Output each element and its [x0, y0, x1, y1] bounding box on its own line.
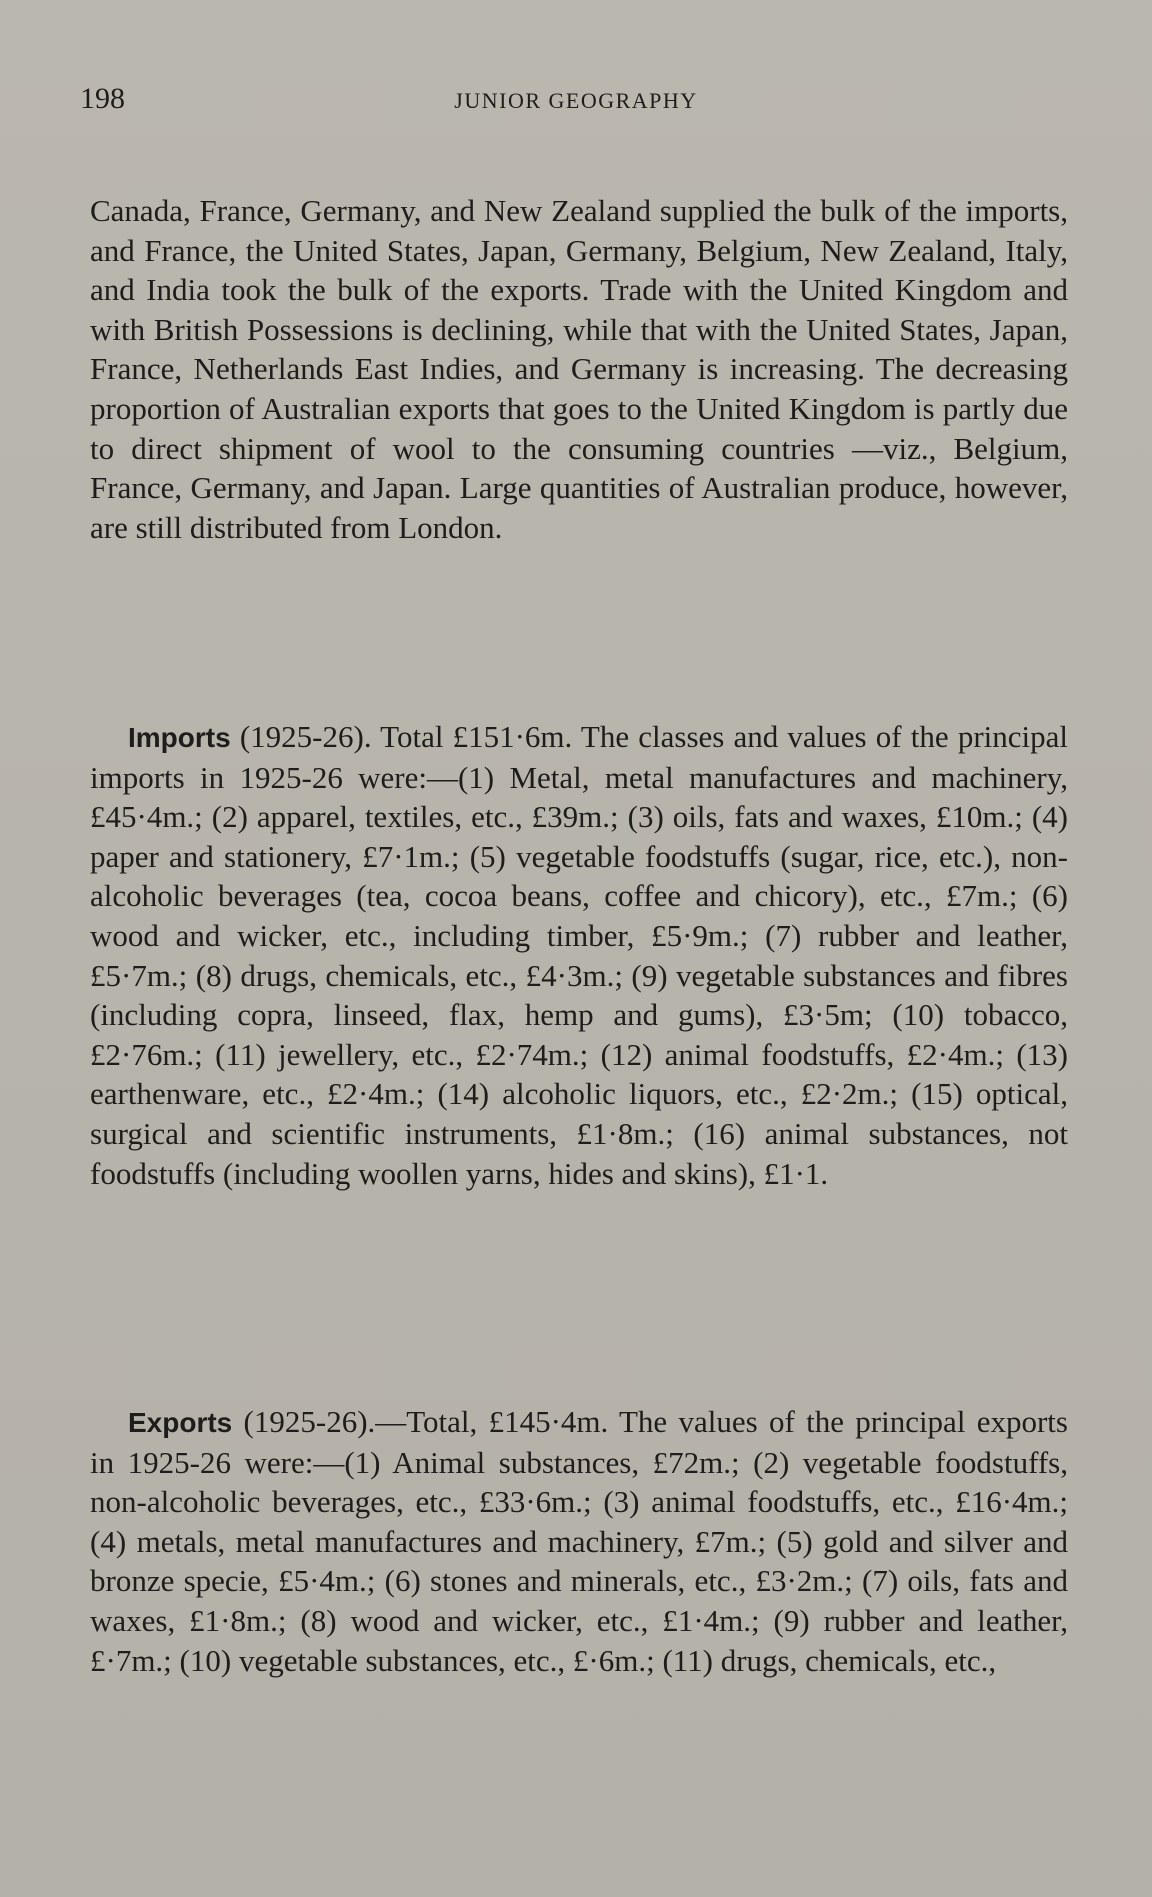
- imports-heading: Imports: [128, 722, 231, 753]
- paragraph-trade-partners: Canada, France, Germany, and New Zealand supplied the bulk of the imports, and France, the United States, Japan, Germany, Belgium, New Zealand, Italy, and India took the bulk of the exports. Trade with the United Kingdom and with British Possessions is declining, while that with the United States, Japan, France, Netherlands East Indies, and Germany is increasing. The decreasing proportion of Australian exports that goes to the United Kingdom is partly due to direct shipment of wool to the consuming countries —viz., Belgium, France, Germany, and Japan. Large quantities of Australian produce, however, are still distributed from London.: [90, 193, 1068, 545]
- exports-body: (1925-26).—Total, £145·4m. The values of the principal exports in 1925-26 were:—(1) Animal substances, £72m.; (2) vegetable foodstuffs, non-alcoholic beverages, etc., £33·6m.; (3) animal foodstuffs, etc., £16·4m.; (4) metals, metal manufactures and machinery, £7m.; (5) gold and silver and bronze specie, £5·4m.; (6) stones and minerals, etc., £3·2m.; (7) oils, fats and waxes, £1·8m.; (8) wood and wicker, etc., £1·4m.; (9) rubber and leather, £·7m.; (10) vegetable substances, etc., £·6m.; (11) drugs, chemicals, etc.,: [90, 1404, 1068, 1678]
- exports-heading: Exports: [128, 1407, 233, 1438]
- running-title: JUNIOR GEOGRAPHY: [454, 88, 698, 113]
- page-number: 198: [80, 82, 125, 115]
- paragraph-exports: [90, 1402, 1068, 1680]
- paragraph-imports: [90, 717, 1068, 1193]
- page-header: [80, 82, 1072, 122]
- imports-body: (1925-26). Total £151·6m. The classes and values of the principal imports in 1925-26 were:—(1) Metal, metal manufactures and machinery, £45·4m.; (2) apparel, textiles, etc., £39m.; (3) oils, fats and waxes, £10m.; (4) paper and stationery, £7·1m.; (5) vegetable foodstuffs (sugar, rice, etc.), non-alcoholic beverages (tea, cocoa beans, coffee and chicory), etc., £7m.; (6) wood and wicker, etc., including timber, £5·9m.; (7) rubber and leather, £5·7m.; (8) drugs, chemicals, etc., £4·3m.; (9) vegetable substances and fibres (including copra, linseed, flax, hemp and gums), £3·5m; (10) tobacco, £2·76m.; (11) jewellery, etc., £2·74m.; (12) animal foodstuffs, £2·4m.; (13) earthenware, etc., £2·4m.; (14) alcoholic liquors, etc., £2·2m.; (15) optical, surgical and scientific instruments, £1·8m.; (16) animal substances, not foodstuffs (including woollen yarns, hides and skins), £1·1.: [90, 719, 1068, 1191]
